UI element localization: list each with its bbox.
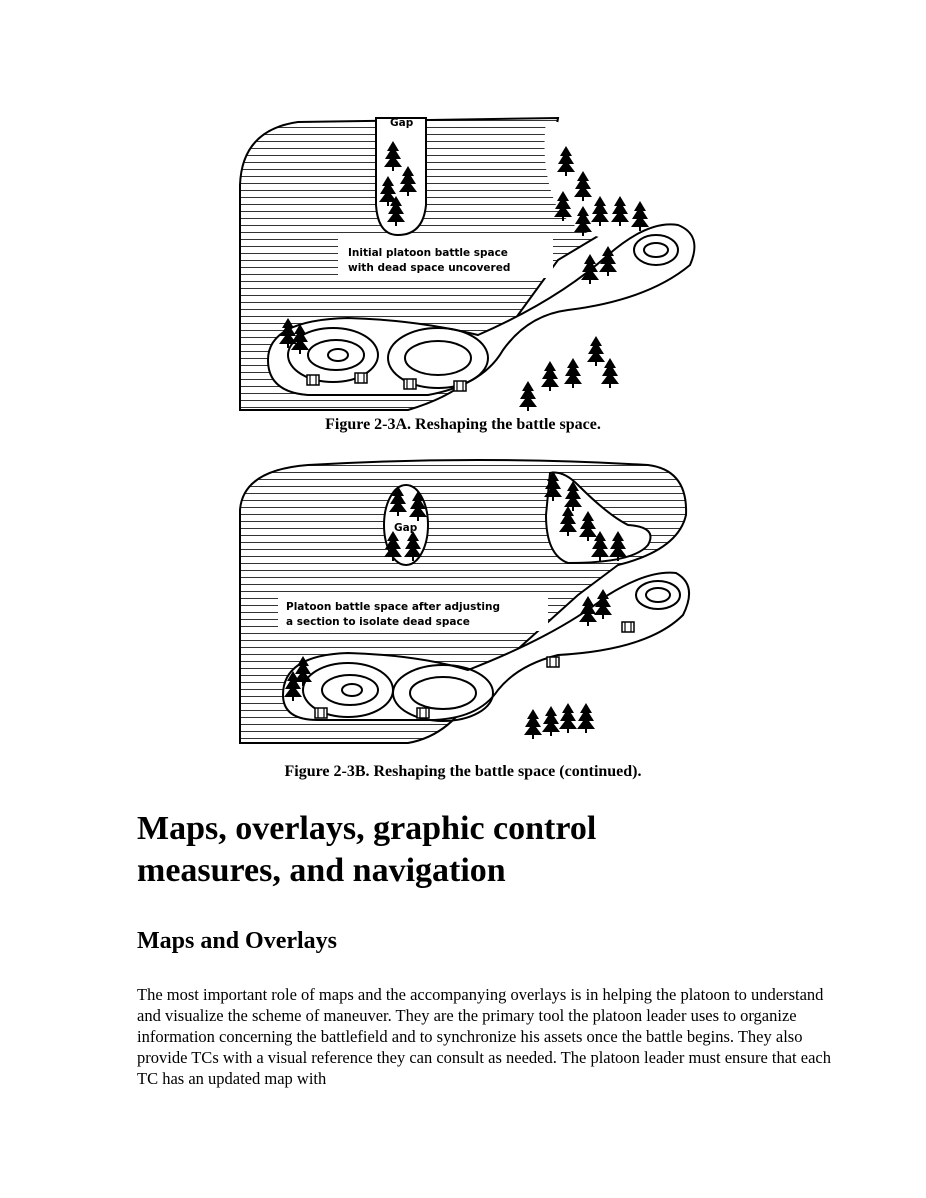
figure-2-3a-diagram xyxy=(228,110,698,415)
figure-2-3b-caption: Figure 2-3B. Reshaping the battle space (continued). xyxy=(284,763,642,780)
fig-b-box-line2: a section to isolate dead space xyxy=(286,616,470,628)
fig-b-gap-label: Gap xyxy=(394,522,418,534)
section-title xyxy=(137,808,837,892)
fig-a-gap-label: Gap xyxy=(390,117,414,129)
fig-a-box-line1: Initial platoon battle space xyxy=(348,247,508,259)
figure-2-3a-caption: Figure 2-3A. Reshaping the battle space. xyxy=(325,416,601,433)
section-title-line2: measures, and navigation xyxy=(137,852,506,889)
subsection-title: Maps and Overlays xyxy=(137,928,338,954)
body-paragraph: The most important role of maps and the accompanying overlays is in helping the platoon to understand and visualize the scheme of maneuver. They are the primary tool the platoon leader uses to organize information concerning the battlefield and to synchronize his assets once the battle begins. They also provide TCs with a visual reference they can consult as needed. The platoon leader must ensure that each TC has an updated map with xyxy=(137,985,831,1088)
figure-2-3b-diagram xyxy=(228,455,698,755)
fig-b-box-line1: Platoon battle space after adjusting xyxy=(286,601,500,613)
fig-a-box-line2: with dead space uncovered xyxy=(348,262,511,274)
section-title-line1: Maps, overlays, graphic control xyxy=(137,810,597,847)
